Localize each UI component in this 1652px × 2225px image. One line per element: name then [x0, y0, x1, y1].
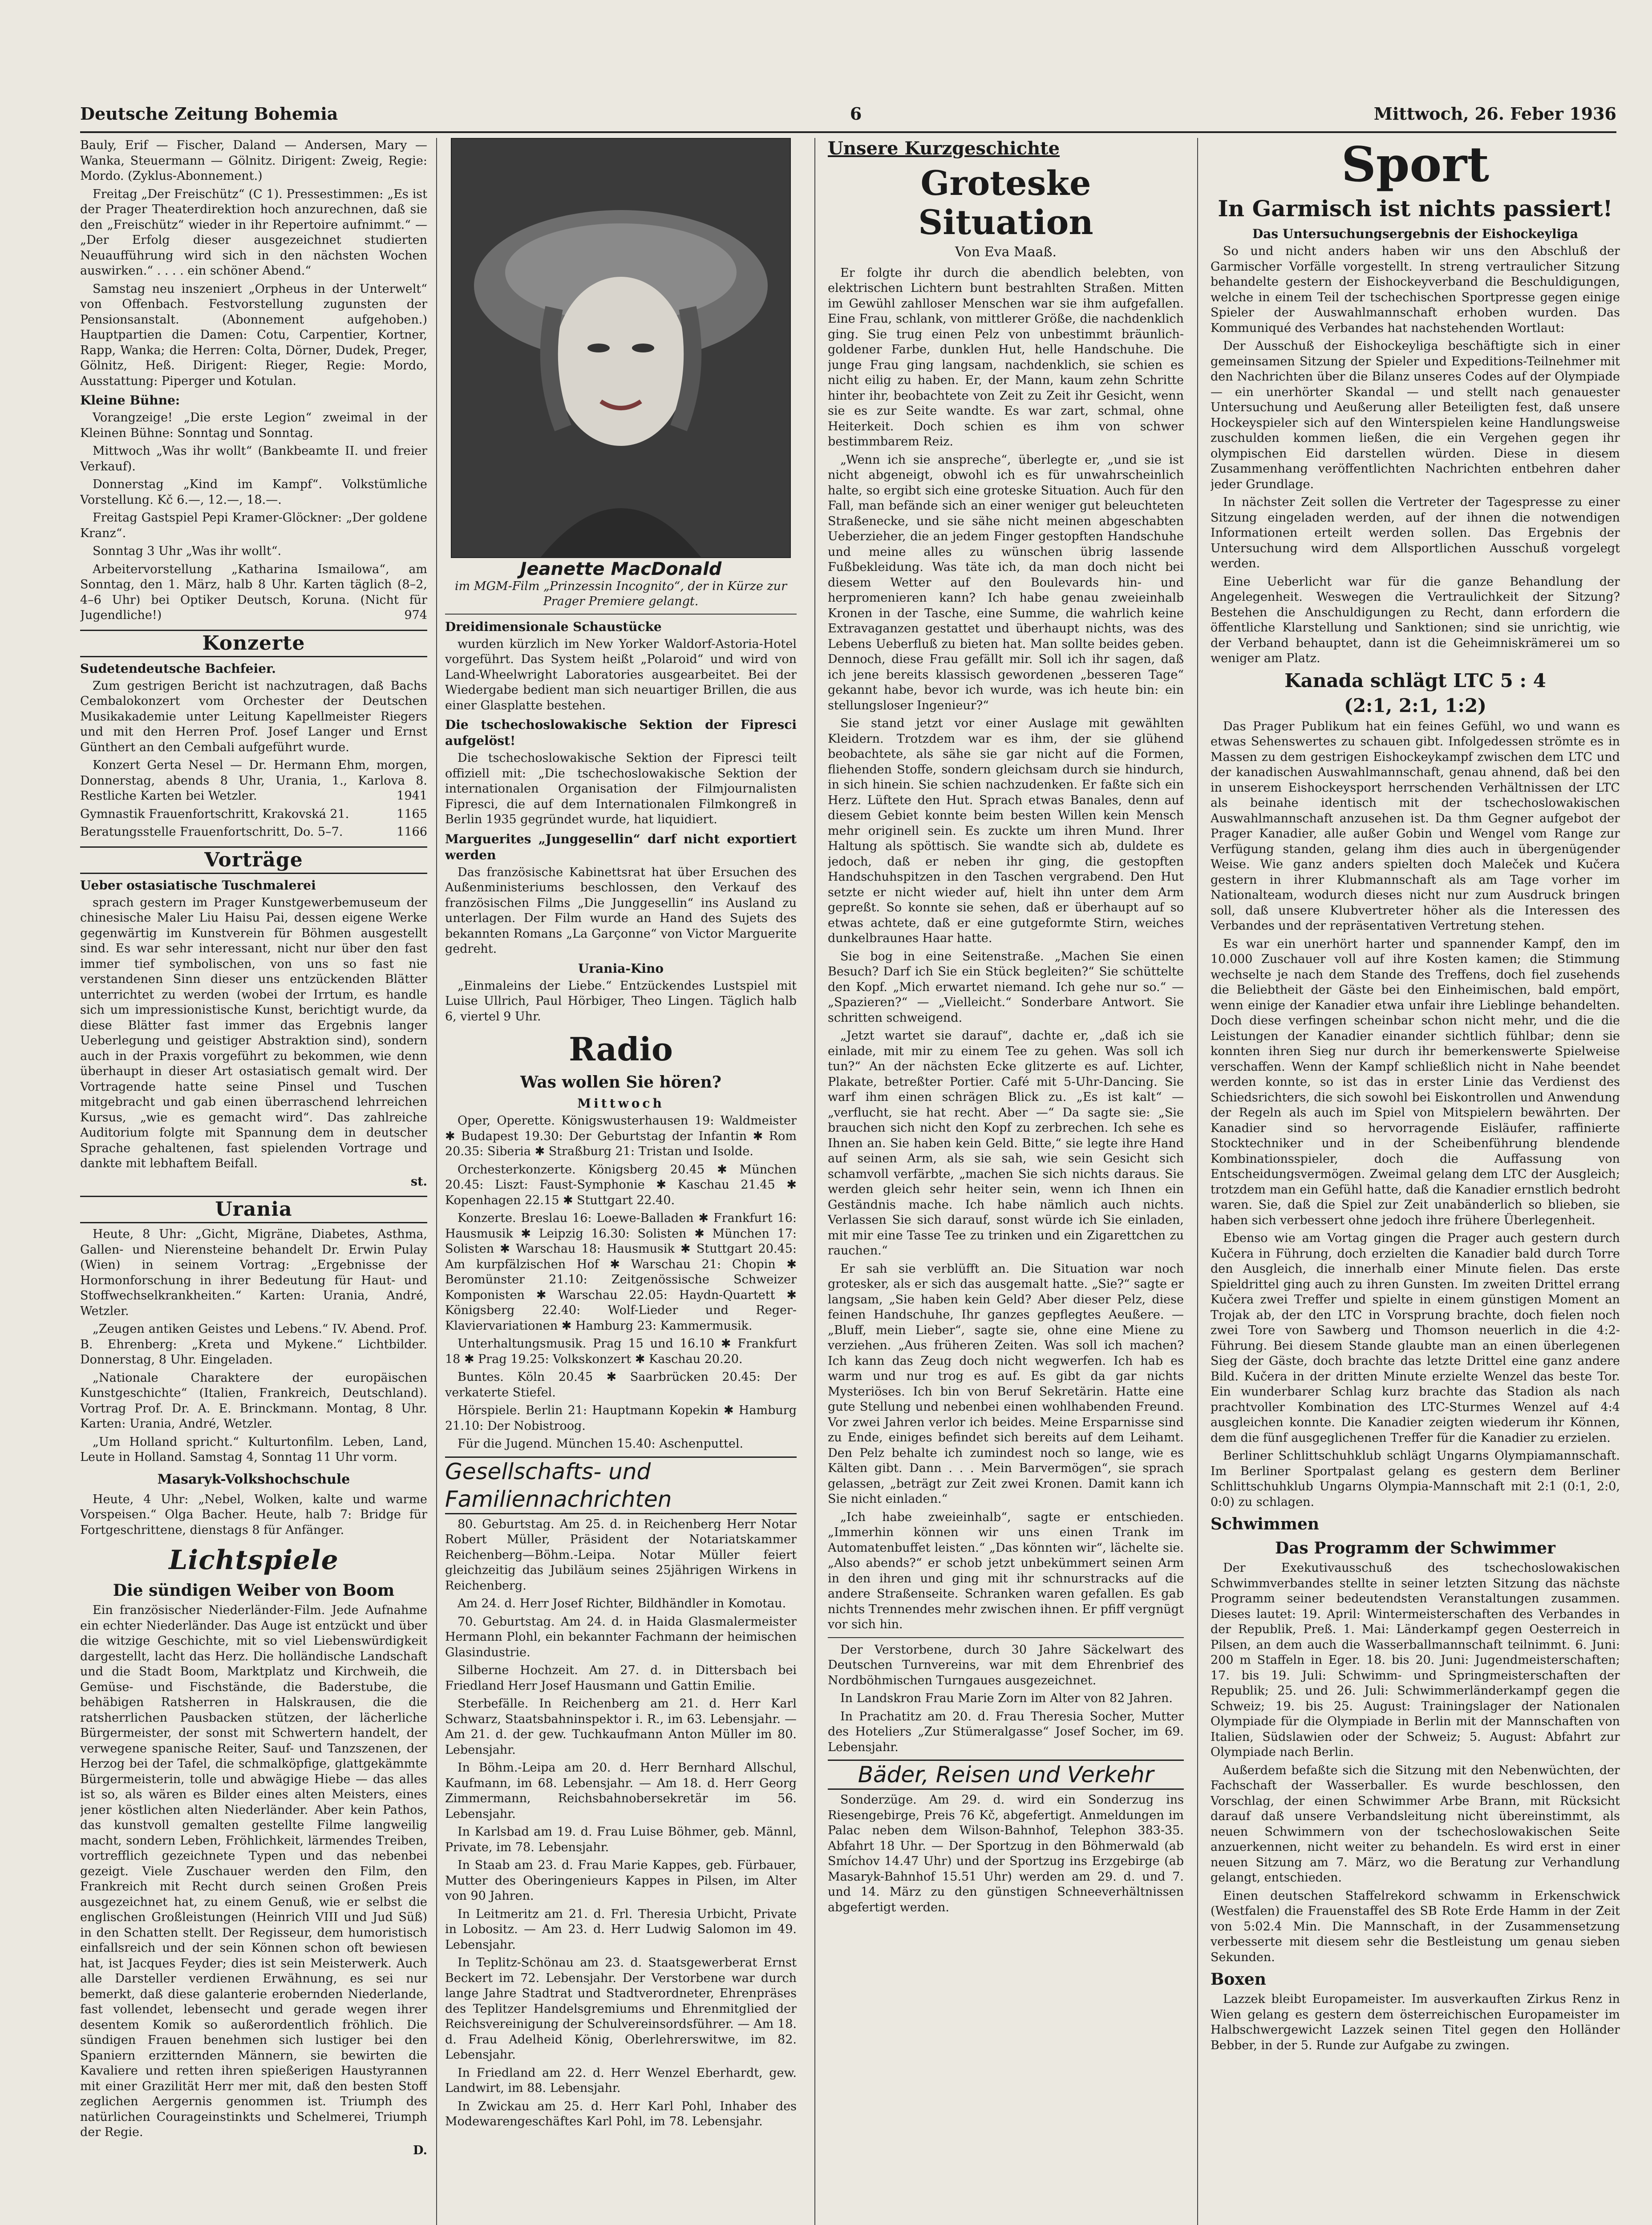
- column-film-radio: [445, 138, 797, 2225]
- paragraph: Buntes. Köln 20.45 ✱ Saarbrücken 20.45: Der verkaterte Stiefel.: [445, 1370, 797, 1400]
- section-title-vortraege: Vorträge: [80, 846, 427, 874]
- article-heading: Die tschechoslowakische Sektion der Fipresci aufgelöst!: [445, 717, 797, 748]
- paragraph: In nächster Zeit sollen die Vertreter der Tagespresse zu einer Sitzung eingeladen werden, auf der ihnen die notwendigen Informationen erteilt werden sollen. Das Ergebnis der Untersuchung wird dem Allsportlichen Ausschuß vorgelegt werden.: [1211, 495, 1620, 570]
- paragraph: Sie bog in eine Seitenstraße. „Machen Sie einen Besuch? Darf ich Sie ein Stück begleiten?“ Sie schüttelte den Kopf. „Mich erwartet niemand. Ich gehe nur so.“ — „Spazieren?“ — „Vielleicht.“ Sonderbare Antwort. Sie schritten schweigend.: [828, 949, 1184, 1025]
- paragraph: Ebenso wie am Vortag gingen die Prager auch gestern durch Kučera in Führung, doch erzielten die Kanadier bald durch Torre den Ausgleich, die innerhalb einer Minute fielen. Das erste Spieldrittel ging auch zu ihren Gunsten. Im zweiten Drittel errang Kučera zwei Treffer und spielte in einem günstigen Moment an Trojak ab, der den LTC in Vorsprung brachte, doch fielen noch zwei Tore von Sawberg und Thomson neuerlich in die 4:2-Führung. Bei diesem Stande glaubte man an einen überlegenen Sieg der Gäste, doch brachte das letzte Drittel eine ganz andere Bild. Kučera in der dritten Minute erzielte Wenzel das beste Tor. Ein wunderbarer Schlag kurz brachte das Stadion als nach prachtvoller Kombination des LTC-Sturmes Wenzel auf 4:4 ausgleichen konnte. Die Kanadier zeigten wiederum ihr Können, dem die fünf ausgeglichenen Treffer für die Kanadier zu erzielen.: [1211, 1231, 1620, 1445]
- story-title: Groteske Situation: [918, 163, 1093, 242]
- paragraph: „Ich habe zweieinhalb“, sagte er entschieden. „Immerhin können wir uns einen Trank im Automatenbuffet leisten.“ „Das könnten wir“, lächelte sie. „Also abends?“ er schob jetzt unbekümmert seinen Arm in den ihren und ging mit ihr schnurstracks auf die andere Straßenseite. Schranken waren gefallen. Es gab nichts Trennendes mehr zwischen ihnen. Er pfiff vergnügt vor sich hin.: [828, 1510, 1184, 1631]
- match-score: (2:1, 2:1, 1:2): [1344, 694, 1487, 716]
- paragraph: Berliner Schlittschuhklub schlägt Ungarns Olympiamannschaft. Im Berliner Sportpalast gelang es gestern dem Berliner Schlittschuhklub Ungarns Olympia-Mannschaft mit 2:1 (0:1, 2:0, 0:0) zu schlagen.: [1211, 1449, 1620, 1509]
- paragraph: „Wenn ich sie anspreche“, überlegte er, „und sie ist nicht abgeneigt, obwohl ich es für unwahrscheinlich halte, so ergibt sich eine groteske Situation. Auch für den Fall, man befände sich an einer weniger gut beleuchteten Straßenecke, und sie sähe nicht meinen abgeschabten Ueberzieher, die an jedem Finger gestopften Handschuhe und meine alles zu wünschen übrig lassende Fußbekleidung. Was täte ich, da man doch nicht bei diesem Wetter auf den Boulevards hin- und herpromenieren kann? Ich habe genau zweieinhalb Kronen in der Tasche, eine Summe, die wahrlich keine Extravaganzen gestattet und überhaupt nichts, was des Lebens Ueberfluß zu bieten hat. Man sollte beides geben. Dennoch, diese Frau gefällt mir. Soll ich ihr sagen, daß ich jene bereits klassisch gewordenen „besseren Tage“ gekannt habe, bevor ich wurde, was ich heute bin: ein stellungsloser Ingenieur?“: [828, 453, 1184, 712]
- paragraph: In Leitmeritz am 21. d. Frl. Theresia Urbicht, Private in Lobositz. — Am 23. d. Herr Ludwig Salomon im 49. Lebensjahr.: [445, 1907, 797, 1952]
- paragraph: sprach gestern im Prager Kunstgewerbemuseum der chinesische Maler Liu Haisu Pai, dessen eigene Werke gegenwärtig im Kunstverein für Böhmen ausgestellt sind. Es war sehr interessant, nicht nur über den fast immer tief symbolischen, von uns so fast nie verstandenen Sinn dieser uns entzückenden Blätter unterrichtet zu werden (wobei der Irrtum, es handle sich um impressionistische Kunst, berichtigt wurde, da diese Blätter fast immer das Ergebnis langer Ueberlegung und geistiger Abstraktion sind), sondern auch in der Praxis vorgeführt zu bekommen, wie denn überhaupt in dieser Art ostasiatisch gemalt wird. Der Vortragende hatte seine Pinsel und Tuschen mitgebracht und gab einen überraschend lehrreichen Kursus, „wie es gemacht wird“. Das zahlreiche Auditorium folgte mit Spannung dem in deutscher Sprache gehaltenen, fast spielenden Vortrage und dankte mit lebhaftem Beifall.: [80, 895, 427, 1170]
- paragraph: Sie stand jetzt vor einer Auslage mit gewählten Kleidern. Trotzdem war es ihm, der sie glühend beobachtete, als sähe sie gar nicht auf die Formen, fliehenden Stoffe, sondern gleichsam durch sie hindurch, in sich hinein. Sie schien nachzudenken. Er faßte sich ein Herz. Lüftete den Hut. Sprach etwas Banales, denn auf diesem Gebiet konnte beim besten Willen kein Mensch mehr originell sein. Es zuckte um ihren Mund. Ihrer Haltung als spöttisch. Sie wandte sich ab, duldete es jedoch, daß er neben ihr ging, die gestopften Handschuhspitzen in den Taschen vergrabend. Den Hut setzte er nicht wieder auf, hielt ihn unter dem Arm gepreßt. So konnte sie sehen, daß er überhaupt auf so etwas achtete, daß er eine gutgeformte Stirn, weiches dunkelbraunes Haar hatte.: [828, 716, 1184, 945]
- portrait-image: [452, 139, 790, 557]
- notice-text: Beratungsstelle Frauenfortschritt, Do. 5–7.: [80, 825, 343, 839]
- article-heading: Dreidimensionale Schaustücke: [445, 619, 662, 634]
- notice-number: 1941: [397, 789, 427, 803]
- radio-subheading: Was wollen Sie hören?: [520, 1073, 721, 1092]
- photo-caption-name: Jeanette MacDonald: [520, 559, 722, 579]
- paragraph: Freitag Gastspiel Pepi Kramer-Glöckner: „Der goldene Kranz“.: [80, 511, 427, 540]
- paragraph: Sterbefälle. In Reichenberg am 21. d. Herr Karl Schwarz, Staatsbahninspektor i. R., im 63. Lebensjahr. — Am 21. d. der gew. Tuchkaufmann Anton Müller im 80. Lebensjahr.: [445, 1697, 797, 1757]
- paragraph: [80, 562, 427, 623]
- paragraph: „Um Holland spricht.“ Kulturtonfilm. Leben, Land, Leute in Holland. Samstag 4, Sonntag 11 Uhr vorm.: [80, 1435, 427, 1464]
- paragraph: Er sah sie verblüfft an. Die Situation war noch grotesker, als er sich das ausgemalt hatte. „Sie?“ sagte er langsam, „Sie haben kein Geld? Aber dieser Pelz, diese feinen Handschuhe, Ihr ganzes gepflegtes Aeußere. — „Bluff, mein Lieber“, sagte sie, ohne eine Miene zu verziehen. „Aus früheren Zeiten. Was soll ich machen? Ich kann das Zeug doch nicht wegwerfen. Ich hab es warm und nur trog es auf. Es gibt da gar nichts Mysteriöses. Ich bin von Beruf Sekretärin. Hatte eine gute Stellung und nebenbei einen wohlhabenden Freund. Vor zwei Jahren verlor ich beides. Meine Ersparnisse sind zu Ende, einiges befindet sich bereits auf dem Leihamt. Den Pelz behalte ich zumindest noch so lange, wie es Kälten gibt. Dann . . . Mein Barvermögen“, sie sprach gelassen, „beträgt zur Zeit zwei Kronen. Damit kann ich Sie nicht einladen.“: [828, 1262, 1184, 1506]
- paragraph: Einen deutschen Staffelrekord schwamm in Erkenschwick (Westfalen) die Frauenstaffel des SB Rote Erde Hamm in der Zeit von 5:02.4 Min. Die Mannschaft, in der Zusammensetzung verbesserte mit diesem sehr die Bestleistung um genau sieben Sekunden.: [1211, 1889, 1620, 1964]
- paragraph: „Zeugen antiken Geistes und Lebens.“ IV. Abend. Prof. B. Ehrenberg: „Kreta und Mykene.“ Lichtbilder. Donnerstag, 8 Uhr. Eingeladen.: [80, 1322, 427, 1367]
- paragraph: Er folgte ihr durch die abendlich belebten, von elektrischen Lichtern bunt bestrahlten Straßen. Mitten im Gewühl zahlloser Menschen war sie ihm aufgefallen. Eine Frau, schlank, von mittlerer Größe, die nachdenklich ging. Sie trug einen Pelz von unbestimmt bräunlich-goldener Farbe, dunklen Hut, helle Handschuhe. Die junge Frau ging langsam, nachdenklich, sie schien es nicht eilig zu haben. Er, der Mann, kaum zehn Schritte hinter ihr, beobachtete von Zeit zu Zeit ihr Gesicht, wenn sie es zur Seite wandte. Es war zart, schmal, ohne Heiterkeit. Doch schien es ihm von schwer bestimmbarem Reiz.: [828, 266, 1184, 449]
- paragraph: Das Prager Publikum hat ein feines Gefühl, wo und wann es etwas Sehenswertes zu schauen gibt. Infolgedessen strömte es in Massen zu dem gestrigen Eishockeykampf zwischen dem LTC und der kanadischen Auswahlmannschaft, genau ahnend, daß bei den in unserem Eishockeysport herrschenden Verhältnissen der LTC als beinahe identisch mit der tschechoslowakischen Auswahlmannschaft anzusehen ist. Da thm Gegner aufgebot der Prager Kanadier, alle außer Gobin und Wengel vom Range zur Verfügung standen, gelang ihm dies auch in übergenügender Weise. Wie ganz anders spielten doch Maleček und Kučera gestern in ihrer Klubmannschaft als am Tage vorher im Nationalteam, wodurch dieses nicht nur zum Ausdruck bringen soll, daß unsere Klubvertreter höher als die Interessen des Verbandes und der repräsentativen Vertretung stehen.: [1211, 719, 1620, 933]
- paragraph: Lazzek bleibt Europameister. Im ausverkauften Zirkus Renz in Wien gelang es gestern dem österreichischen Europameister im Halbschwergewicht Lazzek seinen Titel gegen den Holländer Bebber, in der 5. Runde zur Aufgabe zu zwingen.: [1211, 1992, 1620, 2052]
- signature: st.: [410, 1174, 427, 1189]
- paragraph: Freitag „Der Freischütz“ (C 1). Pressestimmen: „Es ist der Prager Theaterdirektion hoch anzurechnen, daß sie den „Freischütz“ wieder in ihr Repertoire aufnimmt.“ — „Der Erfolg dieser ausgezeichnet studierten Neuaufführung wird sich in den nächsten Wochen auswirken.“ . . . . ein schöner Abend.“: [80, 187, 427, 278]
- column-rule: [814, 138, 815, 2225]
- column-theater: [80, 138, 427, 2225]
- article-headline: Das Programm der Schwimmer: [1275, 1539, 1555, 1558]
- article-heading: Urania-Kino: [578, 961, 664, 976]
- notice-text: Gymnastik Frauenfortschritt, Krakovská 21.: [80, 807, 349, 821]
- paragraph: Heute, 8 Uhr: „Gicht, Migräne, Diabetes, Asthma, Gallen- und Nierensteine behandelt Dr. Erwin Pulay (Wien) in seinem Vortrag: „Ergebnisse der Hormonforschung in ihrer Bedeutung für Haut- und Stoffwechselkrankheiten.“ Karten: Urania, André, Wetzler.: [80, 1227, 427, 1318]
- paragraph: In Böhm.-Leipa am 20. d. Herr Bernhard Allschul, Kaufmann, im 68. Lebensjahr. — Am 18. d. Herr Georg Zimmermann, Reichsbahnobersekretär im 56. Lebensjahr.: [445, 1761, 797, 1821]
- paragraph: „Jetzt wartet sie darauf“, dachte er, „daß ich sie einlade, mit mir zu einem Tee zu gehen. Was soll ich tun?“ An der nächsten Ecke glitzerte es auf. Lichter, Plakate, betreßter Portier. Café mit 5-Uhr-Dancing. Sie warf ihm einen schrägen Blick zu. „Es ist kalt“ — „verflucht, sie hat recht. Aber —“ Da sagte sie: „Sie brauchen sich nicht den Kopf zu zerbrechen. Ich sehe es Ihnen an. Sie haben kein Geld. Bitte,“ sie legte ihre Hand auf seinen Arm, als sie sah, wie sein Gesicht sich schamvoll verfärbte, „machen Sie sich nichts daraus. Sie werden gleich sehr heiter sein, wenn ich Ihnen ein Geständnis mache. Ich habe nämlich auch nichts. Verlassen Sie sich darauf, sonst würde ich Sie einladen, mit mir eine Tasse Tee zu trinken und ein Zigarettchen zu rauchen.“: [828, 1029, 1184, 1258]
- paragraph: Das französische Kabinettsrat hat über Ersuchen des Außenministeriums beschlossen, den Verkauf des französischen Films „Die Junggesellin“ ins Ausland zu unterlagen. Der Film wurde an Hand des Sujets des bekannten Romans „La Garçonne“ von Victor Marguerite gedreht.: [445, 865, 797, 956]
- article-heading: Sudetendeutsche Bachfeier.: [80, 661, 276, 676]
- paragraph: In Staab am 23. d. Frau Marie Kappes, geb. Fürbauer, Mutter des Oberingenieurs Kappes in Pilsen, im Alter von 90 Jahren.: [445, 1858, 797, 1903]
- article-heading: Ueber ostasiatische Tuschmalerei: [80, 878, 316, 893]
- paragraph: Der Verstorbene, durch 30 Jahre Säckelwart des Deutschen Turnvereins, war mit dem Ehrenbrief des Nordböhmischen Turngaues ausgezeichnet.: [828, 1642, 1184, 1687]
- paragraph: „Nationale Charaktere der europäischen Kunstgeschichte“ (Italien, Frankreich, Deutschland). Vortrag Prof. Dr. A. E. Brinckmann. Montag, 8 Uhr. Karten: Urania, André, Wetzler.: [80, 1371, 427, 1431]
- paragraph: Eine Ueberlicht war für die ganze Behandlung der Angelegenheit. Weswegen die Vertraulichkeit der Sitzung? Bestehen die Anschuldigungen zu Recht, dann erfordern die öffentliche Klarstellung und Sanktionen; sind sie unrichtig, wie der Verband behauptet, dann ist die Geheimniskrämerei um so weniger am Platz.: [1211, 574, 1620, 665]
- portrait-photo: [451, 138, 791, 558]
- paragraph: wurden kürzlich im New Yorker Waldorf-Astoria-Hotel vorgeführt. Das System heißt „Polaroid“ und wird von Land-Wheelwright Laboratories ausgearbeitet. Bei der Wiedergabe bedient man sich neuartiger Brillen, die aus einer Glasplatte bestehen.: [445, 637, 797, 712]
- article-headline: In Garmisch ist nichts passiert!: [1218, 195, 1613, 222]
- column-sport: [1211, 138, 1620, 2225]
- paragraph: Vorangzeige! „Die erste Legion“ zweimal in der Kleinen Bühne: Sonntag und Sonntag.: [80, 411, 427, 440]
- paragraph: Donnerstag „Kind im Kampf“. Volkstümliche Vorstellung. Kč 6.—, 12.—, 18.—.: [80, 477, 427, 507]
- paragraph: In Karlsbad am 19. d. Frau Luise Böhmer, geb. Männl, Private, im 78. Lebensjahr.: [445, 1825, 797, 1854]
- paragraph: So und nicht anders haben wir uns den Abschluß der Garmischer Vorfälle vorgestellt. In streng vertraulicher Sitzung behandelte gestern der Eishockeyverband die Beschuldigungen, welche in einem Teil der tschechischen Sportpresse gegen einige Spieler der Auswahlmannschaft erhoben wurden. Das Kommuniqué des Verbandes hat nachstehenden Wortlaut:: [1211, 244, 1620, 335]
- paragraph: [80, 807, 427, 822]
- paragraph: 80. Geburtstag. Am 25. d. in Reichenberg Herr Notar Robert Müller, Präsident der Notariatskammer Reichenberg—Böhm.-Leipa. Notar Müller feiert gleichzeitig das Jubiläum seines 25jährigen Wirkens in Reichenberg.: [445, 1517, 797, 1593]
- paragraph: In Teplitz-Schönau am 23. d. Staatsgewerberat Ernst Beckert im 72. Lebensjahr. Der Verstorbene war durch lange Jahre Stadtrat und Stadtverordneter, Ehrenpräses des Teplitzer Handelsgremiums und Ehrenmitglied der Reichsvereinigung der Schulvereinsordsführer. — Am 18. d. Frau Adelheid König, Oberlehrerswitwe, im 82. Lebensjahr.: [445, 1956, 797, 2062]
- paragraph: In Prachatitz am 20. d. Frau Theresia Socher, Mutter des Hoteliers „Zur Stümeralgasse“ Josef Socher, im 69. Lebensjahr.: [828, 1709, 1184, 1754]
- section-title-radio: Radio: [569, 1030, 673, 1068]
- paragraph: Oper, Operette. Königswusterhausen 19: Waldmeister ✱ Budapest 19.30: Der Geburtstag der Infantin ✱ Rom 20.35: Siberia ✱ Straßburg 21: Tristan und Isolde.: [445, 1114, 797, 1158]
- section-heading: Boxen: [1211, 1970, 1266, 1989]
- page-header: [80, 100, 1616, 127]
- paragraph: „Einmaleins der Liebe.“ Entzückendes Lustspiel mit Luise Ullrich, Paul Hörbiger, Theo Lingen. Täglich halb 6, viertel 9 Uhr.: [445, 979, 797, 1024]
- section-title-travel: Bäder, Reisen und Verkehr: [828, 1760, 1184, 1790]
- section-heading: Schwimmen: [1211, 1515, 1320, 1533]
- radio-day: Mittwoch: [577, 1096, 664, 1111]
- paragraph: Zum gestrigen Bericht ist nachzutragen, daß Bachs Cembalokonzert vom Orchester der Deutschen Musikakademie unter Leitung Kapellmeister Riegers und mit den Herren Prof. Josef Langer und Ernst Günthert an den Cembali aufgeführt wurde.: [80, 679, 427, 754]
- paragraph: Bauly, Erif — Fischer, Daland — Andersen, Mary — Wanka, Steuermann — Gölnitz. Dirigent: Zweig, Regie: Mordo. (Zyklus-Abonnement.): [80, 138, 427, 183]
- paragraph: Sonderzüge. Am 29. d. wird ein Sonderzug ins Riesengebirge, Preis 76 Kč, abgefertigt. Anmeldungen im Palac neben dem Wilson-Bahnhof, Telephon 383-35. Abfahrt 18 Uhr. — Der Sportzug in den Böhmerwald (ab Smíchov 14.47 Uhr) und der Sportzug ins Erzgebirge (ab Masaryk-Bahnhof 15.51 Uhr) werden am 29. d. und 7. und 14. März zu den günstigen Schneeverhältnissen abgefertigt werden.: [828, 1793, 1184, 1914]
- paragraph: Samstag neu inszeniert „Orpheus in der Unterwelt“ von Offenbach. Festvorstellung zugunsten der Pensionsanstalt. (Abonnement aufgehoben.) Hauptpartien die Damen: Cotu, Carpentier, Kortner, Rapp, Wanka; die Herren: Colta, Dörner, Dudek, Preger, Gölnitz, Heß. Dirigent: Rieger, Regie: Mordo, Ausstattung: Piperger und Kotulan.: [80, 282, 427, 388]
- paragraph: [80, 758, 427, 804]
- section-title-konzerte: Konzerte: [80, 630, 427, 657]
- column-rule: [1197, 138, 1198, 2225]
- article-heading: Marguerites „Junggesellin“ darf nicht exportiert werden: [445, 831, 797, 862]
- paragraph: [80, 825, 427, 840]
- paragraph: Orchesterkonzerte. Königsberg 20.45 ✱ München 20.45: Liszt: Faust-Symphonie ✱ Kaschau 21.45 ✱ Kopenhagen 22.15 ✱ Stuttgart 22.40.: [445, 1162, 797, 1207]
- section-heading: Kleine Bühne:: [80, 393, 180, 408]
- paragraph: Ein französischer Niederländer-Film. Jede Aufnahme ein echter Niederländer. Das Auge ist entzückt und über die witzige Geschichte, mit so viel Liebenswürdigkeit dargestellt, lacht das Herz. Die holländische Landschaft und die Stadt Boom, Marktplatz und Kirchweih, die Gemüse- und Fischstände, die Baderstube, die behäbigen Ratsherren in Halskrausen, die die ratsherrlichen Pausbacken stützen, der lächerliche Bürgermeister, der sonst mit Schwertern handelt, der verwegene spanische Reiter, Sauf- und Tanzszenen, der Herzog bei der Tafel, die schmalköpfige, glattgekämmte Bürgermeisterin, tolle und abwägige Hiebe — das alles ist so, als wären es Bilder eines alten Meisters, eines jener köstlichen alten Niederländer. Aber kein Pathos, das kunstvoll gemalten gestellte Filme langweilig macht, sondern Leben, Fröhlichkeit, lärmendes Treiben, vortrefflich gezeichnete Typen und das nebenbei gezeigt. Viele Zuschauer werden den Film, den Frankreich mit Recht durch seinen Großen Preis ausgezeichnet hat, zu einem Genuß, wie er selbst die englischen Großleistungen (Heinrich VIII und Jud Süß) in den Schatten stellt. Der Regisseur, dem humoristisch einfallsreich und der sein Können schon oft bewiesen hat, ist Jacques Feyder; dies ist sein Meisterwerk. Auch alle Darsteller verdienen Erwähnung, es sei nur bemerkt, daß diese galanterie erobernden Niederlande, fast vollendet, lebensecht und gerade wegen ihrer desentem Komik so außerordentlich fröhlich. Die sündigen Frauen benehmen sich lustiger bei den Spaniern erzitternden Männern, sie bewirten die Kavaliere und retten ihren spießerigen Haustyrannen mit einer Grazilität Herr mer mit, daß den besten Stoff zeglichen Aergernis genommen ist. Triumph des natürlichen Courageinstinkts und Schelmerei, Triumph der Regie.: [80, 1603, 427, 2139]
- paragraph: In Landskron Frau Marie Zorn im Alter von 82 Jahren.: [840, 1691, 1173, 1705]
- paragraph: Es war ein unerhört harter und spannender Kampf, den im 10.000 Zuschauer voll auf ihre Kosten kamen; die Stimmung wechselte je nach dem Stande des Treffens, doch fiel zusehends die Beliebtheit der Gäste bei den Einheimischen, bald empört, wenn einige der Kanadier etwa unfair ihre Lieblinge behandelten. Doch diese verfingen scheinbar schon nicht mehr, und die die Leistungen der Kanadier einander sichtlich fühlbar; denn sie konnten ihren Sieg nur durch ihr bemerkenswerte Spielweise verschaffen. Wenn der Kampf schließlich nicht in Nahe beendet werden konnte, so ist das in erster Linie das Verdienst des Schiedsrichters, die sich sowohl bei Eiskontrollen und Anwendung der Regeln als auch im Spiel von Mitspielern bewährten. Der Kanadier sind so hervorragende Eisläufer, raffinierte Stocktechniker und in der Scheibenführung blendende Kombinationsspieler, doch die Auffassung von Entscheidungsvermögen. Zweimal gelang dem LTC der Ausgleich; trotzdem man ein Gefühl hatte, daß die Kanadier ernstlich bedroht waren. Sie, daß die Spiel zur Zeit unabänderlich so blieben, sie haben sich verbessert ohne jedoch ihre frühere Überlegenheit.: [1211, 937, 1620, 1227]
- article-subheading: Das Untersuchungsergebnis der Eishockeyliga: [1252, 227, 1579, 241]
- paragraph: Der Ausschuß der Eishockeyliga beschäftigte sich in einer gemeinsamen Sitzung der Spieler und Expeditions-Teilnehmer mit den Nachrichten über die Bilanz unseres Codes auf der Olympiade — ein unerhörter Skandal — und stellt nach genauester Untersuchung und Aeußerung aller Beteiligten fest, daß unsere Hockeyspieler sich auf den Winterspielen keine Handlungsweise zuschulden kommen ließen, die ein Vergehen gegen ihr olympischen Eid darstellen würden. Diese in diesem Zusammenhang veröffentlichten Nachrichten entbehren daher jeder Grundlage.: [1211, 339, 1620, 491]
- header-rule: [80, 131, 1616, 133]
- notice-text: Konzert Gerta Nesel — Dr. Hermann Ehm, morgen, Donnerstag, abends 8 Uhr, Urania, 1., Karlova 8. Restliche Karten bei Wetzler.: [80, 758, 427, 803]
- paragraph: Für die Jugend. München 15.40: Aschenputtel.: [458, 1437, 744, 1451]
- section-heading: Masaryk-Volkshochschule: [157, 1471, 350, 1487]
- article-headline: Kanada schlägt LTC 5 : 4: [1284, 669, 1546, 692]
- paragraph: Silberne Hochzeit. Am 27. d. in Dittersbach bei Friedland Herr Josef Hausmann und Gattin Emilie.: [445, 1663, 797, 1693]
- paragraph: In Friedland am 22. d. Herr Wenzel Eberhardt, gew. Landwirt, im 88. Lebensjahr.: [445, 2066, 797, 2095]
- divider: [828, 1637, 1184, 1638]
- photo-caption: im MGM-Film „Prinzessin Incognito“, der in Kürze zur Prager Premiere gelangt.: [455, 579, 787, 608]
- column-rule: [436, 138, 437, 2225]
- paragraph: Unterhaltungsmusik. Prag 15 und 16.10 ✱ Frankfurt 18 ✱ Prag 19.25: Volkskonzert ✱ Kaschau 20.20.: [445, 1337, 797, 1366]
- notice-number: 974: [404, 608, 427, 622]
- section-title-sport: Sport: [1341, 138, 1490, 193]
- paragraph: 70. Geburtstag. Am 24. d. in Haida Glasmalermeister Hermann Plohl, ein bekannter Fachmann der heimischen Glasindustrie.: [445, 1614, 797, 1659]
- masthead: Deutsche Zeitung Bohemia: [80, 103, 338, 124]
- paragraph: In Zwickau am 25. d. Herr Karl Pohl, Inhaber des Modewarengeschäftes Karl Pohl, im 78. Lebensjahr.: [445, 2099, 797, 2128]
- paragraph: Außerdem befaßte sich die Sitzung mit den Nebenwüchten, der Fachschaft der Wasserballer. Es wurde beschlossen, den Vorschlag, der einen Schwimmer Arbe Brann, mit Rücksicht darauf daß unsere Verbandsleitung nicht übereinstimmt, als neuen Schwimmern von der tschechoslowakischen Seite anzuerkennen, nicht weiter zu behandeln. Es wird erst in einer neuen Sitzung am 7. März, wo die Beratung zur Verhandlung gelangt, entschieden.: [1211, 1763, 1620, 1885]
- notice-text: Arbeitervorstellung „Katharina Ismailowa“, am Sonntag, den 1. März, halb 8 Uhr. Karten täglich (8–2, 4–6 Uhr) bei Optiker Deutsch, Koruna. (Nicht für Jugendliche!): [80, 562, 427, 622]
- issue-date: Mittwoch, 26. Feber 1936: [1373, 103, 1616, 124]
- paragraph: Am 24. d. Herr Josef Richter, Bildhändler in Komotau.: [458, 1597, 786, 1610]
- page-number: 6: [850, 103, 862, 124]
- notice-number: 1166: [397, 825, 427, 839]
- column-short-story: [828, 138, 1184, 2225]
- story-author: Von Eva Maaß.: [955, 244, 1057, 260]
- notice-number: 1165: [397, 807, 427, 821]
- signature: D.: [413, 2143, 427, 2157]
- section-title-family: Gesellschafts- und Familiennachrichten: [445, 1456, 797, 1514]
- paragraph: Konzerte. Breslau 16: Loewe-Balladen ✱ Frankfurt 16: Hausmusik ✱ Leipzig 16.30: Solisten ✱ München 17: Solisten ✱ Warschau 18: Hausmusik ✱ Stuttgart 20.45: Am kurpfälzischen Hof ✱ Warschau 21: Chopin ✱ Beromünster 21.10: Zeitgenössische Schweizer Komponisten ✱ Warschau 22.05: Haydn-Quartett ✱ Königsberg 22.40: Wolf-Lieder und Reger-Klaviervariationen ✱ Hamburg 23: Kammermusik.: [445, 1211, 797, 1333]
- paragraph: Sonntag 3 Uhr „Was ihr wollt“.: [93, 544, 282, 558]
- paragraph: Heute, 4 Uhr: „Nebel, Wolken, kalte und warme Vorspeisen.“ Olga Bacher. Heute, halb 7: Bridge für Fortgeschrittene, dienstags 8 für Anfänger.: [80, 1492, 427, 1537]
- section-title-urania: Urania: [80, 1196, 427, 1223]
- article-heading: Die sündigen Weiber von Boom: [113, 1581, 395, 1600]
- divider: [445, 614, 797, 615]
- paragraph: Mittwoch „Was ihr wollt“ (Bankbeamte II. und freier Verkauf).: [80, 444, 427, 473]
- paragraph: Der Exekutivausschuß des tschechoslowakischen Schwimmverbandes stellte in seiner letzten Sitzung das nächste Programm seiner bedeutendsten Veranstaltungen zusammen. Dieses lautet: 19. April: Wintermeisterschaften des Verbandes in der Republik, Preß. 1. Mai: Länderkampf gegen Oesterreich in Pilsen, an dem auch die Wasserballmannschaft teilnimmt. 6. Juni: 200 m Staffeln in Eger. 18. bis 20. Juni: Jugendmeisterschaften; 17. bis 19. Juli: Schwimm- und Springmeisterschaften der Republik; 25. und 26. Juli: Schwimmerländerkampf gegen die Schweiz; 19. bis 25. August: Trainingslager der Nationalen Olympiade für die Olympiade in Berlin mit der Mannschaften von Italien, Südslawien oder der Schweiz; 5. August: Abfahrt zur Olympiade nach Berlin.: [1211, 1561, 1620, 1759]
- paragraph: Die tschechoslowakische Sektion der Fipresci teilt offiziell mit: „Die tschechoslowakische Sektion der internationalen Organisation der Filmjournalisten Fipresci, die auf dem Internationalen Filmkongreß in Berlin 1935 gegründet wurde, hat liquidiert.: [445, 751, 797, 826]
- story-kicker: Unsere Kurzgeschichte: [828, 138, 1060, 159]
- section-title-lichtspiele: Lichtspiele: [169, 1545, 339, 1576]
- paragraph: Hörspiele. Berlin 21: Hauptmann Kopekin ✱ Hamburg 21.10: Der Nobistroog.: [445, 1404, 797, 1433]
